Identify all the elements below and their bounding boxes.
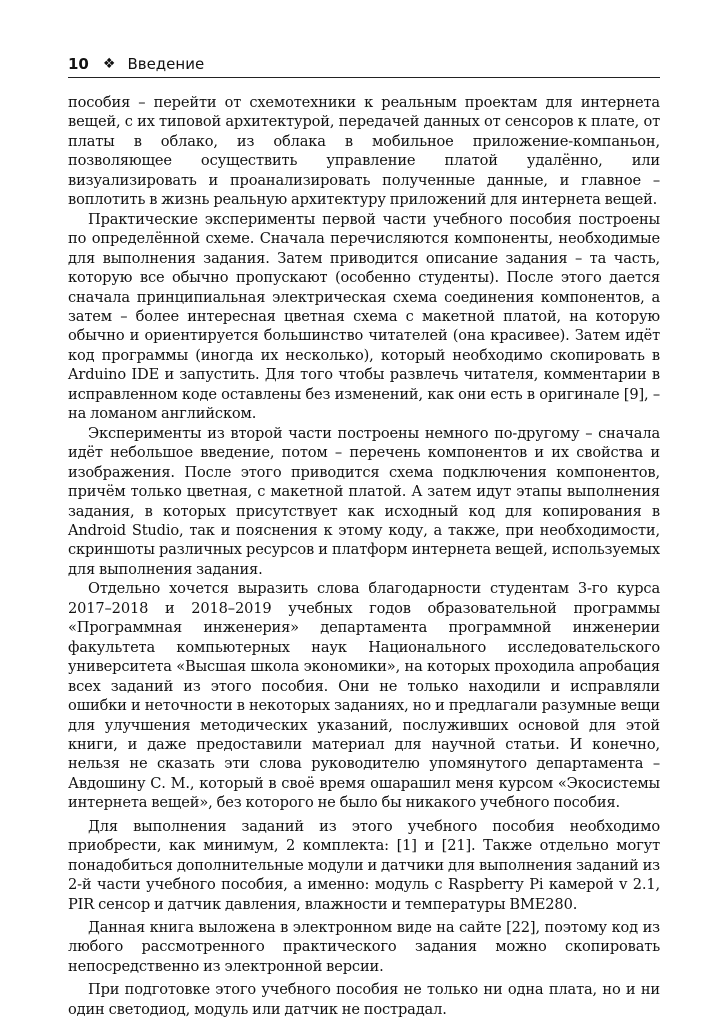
paragraph-5: Для выполнения заданий из этого учебного пособия необходимо приобрести, как минимум, 2 комплекта: [1] и [21]. Также отдельно могут понадобиться дополнительные модули и датчики для выполнения заданий из 2-й части учебного пособия, а именно: модуль с Raspberry Pi камерой v 2.1, PIR сенсор и датчик давления, влажности и температуры BME280. bbox=[68, 817, 660, 913]
paragraph-3: Эксперименты из второй части построены немного по-другому – сначала идёт небольшое введение, потом – перечень компонентов и их свойства и изображения. После этого приводится схема подключения компонентов, причём только цветная, с макетной платой. А затем идут этапы выполнения задания, в которых присутствует как исходный код для копирования в Android Studio, так и пояснения к этому коду, а также, при необходимости, скриншоты различных ресурсов и платформ интернета вещей, используемых для выполнения задания. bbox=[68, 424, 660, 578]
body-text bbox=[68, 93, 660, 1019]
ornament-icon: ❖ bbox=[102, 56, 116, 72]
page-number: 10 bbox=[68, 55, 89, 73]
running-head bbox=[68, 54, 660, 74]
paragraph-7: При подготовке этого учебного пособия не только ни одна плата, но и ни один светодиод, модуль или датчик не пострадал. bbox=[68, 981, 660, 1018]
header-rule bbox=[68, 77, 660, 78]
paragraph-2: Практические эксперименты первой части учебного пособия построены по определённой схеме. Сначала перечисляются компоненты, необходимые для выполнения задания. Затем приводится описание задания – та часть, которую все обычно пропускают (особенно студенты). После этого дается сначала принципиальная электрическая схема соединения компонентов, а затем – более интересная цветная схема с макетной платой, на которую обычно и ориентируется большинство читателей (она красивее). Затем идёт код программы (иногда их несколько), который необходимо скопировать в Arduino IDE и запустить. Для того чтобы развлечь читателя, комментарии в исправленном коде оставлены без изменений, как они есть в оригинале [9], – на ломаном английском. bbox=[68, 210, 660, 423]
paragraph-4: Отдельно хочется выразить слова благодарности студентам 3-го курса 2017–2018 и 2018–2019 учебных годов образовательной программы «Программная инженерия» департамента программной инженерии факультета компьютерных наук Национального исследовательского университета «Высшая школа экономики», на которых проходила апробация всех заданий из этого пособия. Они не только находили и исправляли ошибки и неточности в некоторых заданиях, но и предлагали разумные вещи для улучшения методических указаний, послуживших основой для этой книги, и даже предоставили материал для научной статьи. И конечно, нельзя не сказать эти слова руководителю упомянутого департамента – Авдошину С. М., который в своё время ошарашил меня курсом «Экосистемы интернета вещей», без которого не было бы никакого учебного пособия. bbox=[68, 580, 660, 812]
section-title: Введение bbox=[127, 55, 205, 73]
paragraph-6: Данная книга выложена в электронном виде на сайте [22], поэтому код из любого рассмотренного практического задания можно скопировать непосредственно из электронной версии. bbox=[68, 919, 660, 975]
paragraph-1: пособия – перейти от схемотехники к реальным проектам для интернета вещей, с их типовой архитектурой, передачей данных от сенсоров к плате, от платы в облако, из облака в мобильное приложение-компаньон, позволяющее осуществить управление платой удалённо, или визуализировать и проанализировать полученные данные, и главное – воплотить в жизнь реальную архитектуру приложений для интернета вещей. bbox=[68, 94, 660, 209]
book-page bbox=[68, 0, 660, 1018]
